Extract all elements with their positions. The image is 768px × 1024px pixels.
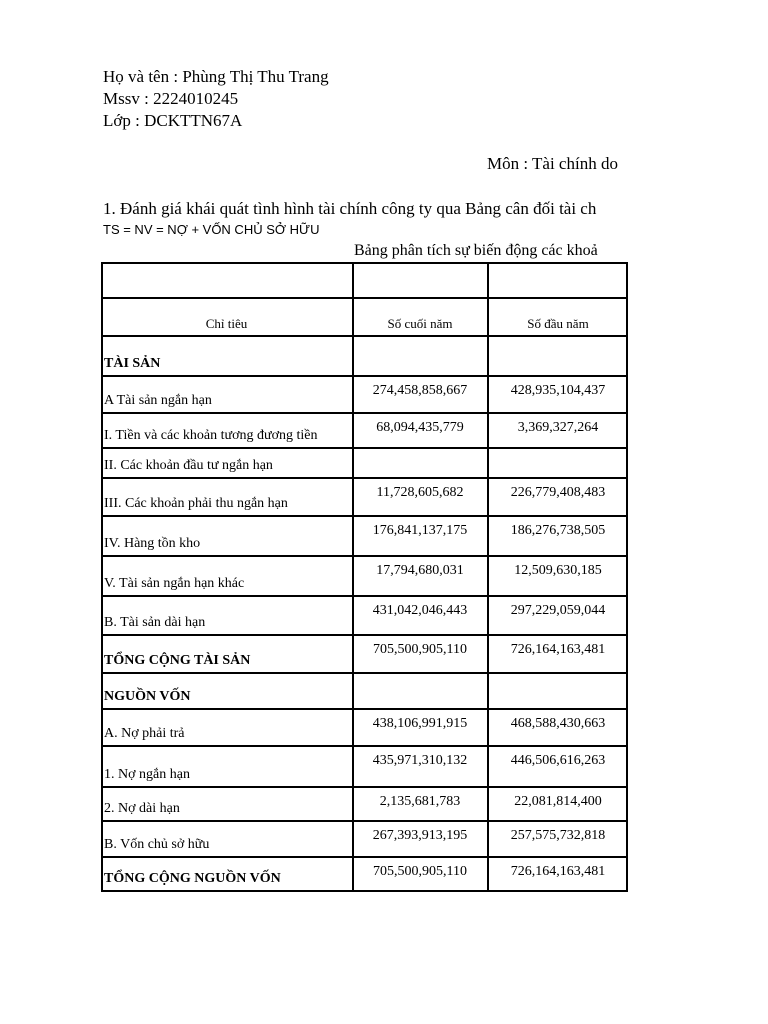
value-start-year-cell: [488, 335, 628, 375]
value-start-year: 428,935,104,437: [510, 383, 606, 398]
row-label-cell: [101, 786, 352, 820]
balance-formula: TS = NV = NỢ + VỐN CHỦ SỞ HỮU: [103, 222, 320, 237]
table-row: [101, 335, 628, 375]
table-row: [101, 708, 628, 745]
value-end-year-cell: [352, 672, 488, 708]
value-start-year: 726,164,163,481: [510, 642, 606, 657]
value-start-year: 226,779,408,483: [510, 485, 606, 500]
row-label: 2. Nợ dài hạn: [104, 801, 180, 816]
table-row: [101, 820, 628, 856]
value-end-year-cell: [352, 375, 488, 412]
table-column-divider: [487, 262, 489, 892]
row-label: B. Tài sản dài hạn: [104, 615, 206, 630]
value-end-year-cell: [352, 634, 488, 672]
row-label-cell: [101, 412, 352, 447]
value-start-year-cell: [488, 477, 628, 515]
value-end-year-cell: [352, 477, 488, 515]
table-row: [101, 515, 628, 555]
value-end-year-cell: [352, 745, 488, 786]
row-label: III. Các khoản phải thu ngắn hạn: [104, 496, 288, 511]
value-end-year: 2,135,681,783: [379, 794, 461, 809]
header-label-end-year: Số cuối năm: [387, 316, 453, 331]
value-start-year-cell: [488, 820, 628, 856]
row-label: TÀI SẢN: [104, 356, 161, 371]
value-start-year-cell: [488, 856, 628, 890]
table-row-divider: [101, 262, 628, 264]
row-label-cell: [101, 447, 352, 477]
value-start-year-cell: [488, 412, 628, 447]
row-label: II. Các khoản đầu tư ngắn hạn: [104, 458, 273, 473]
value-start-year-cell: [488, 447, 628, 477]
row-label-cell: [101, 477, 352, 515]
value-end-year: 705,500,905,110: [373, 642, 467, 657]
table-header-row: [101, 297, 628, 335]
value-start-year-cell: [488, 515, 628, 555]
table-title-text: Bảng phân tích sự biến động các khoả: [354, 242, 598, 259]
value-end-year: 431,042,046,443: [372, 603, 468, 618]
row-label: I. Tiền và các khoản tương đương tiền: [104, 428, 318, 443]
value-end-year: 17,794,680,031: [376, 563, 464, 578]
value-start-year-cell: [488, 786, 628, 820]
value-end-year: 435,971,310,132: [372, 753, 468, 768]
value-start-year-cell: [488, 708, 628, 745]
table-row: [101, 595, 628, 634]
row-label: TỔNG CỘNG TÀI SẢN: [104, 653, 251, 668]
value-start-year: 22,081,814,400: [514, 794, 602, 809]
value-end-year-cell: [352, 412, 488, 447]
value-start-year: 446,506,616,263: [510, 753, 606, 768]
table-row: [101, 634, 628, 672]
table-row-divider: [101, 890, 628, 892]
value-end-year-cell: [352, 555, 488, 595]
row-label-cell: [101, 820, 352, 856]
row-label-cell: [101, 856, 352, 890]
table-title: [354, 241, 628, 261]
value-end-year: 438,106,991,915: [372, 716, 468, 731]
subject-text: Môn : Tài chính do: [487, 154, 618, 173]
row-label: IV. Hàng tồn kho: [104, 536, 201, 551]
value-end-year: 11,728,605,682: [376, 485, 464, 500]
value-start-year-cell: [488, 595, 628, 634]
value-end-year: 274,458,858,667: [372, 383, 468, 398]
value-end-year: 176,841,137,175: [372, 523, 468, 538]
value-end-year-cell: [352, 856, 488, 890]
value-end-year-cell: [352, 447, 488, 477]
table-column-divider: [626, 262, 628, 892]
row-label-cell: [101, 555, 352, 595]
header-label-end-year-cell: [352, 297, 488, 335]
student-class: Lớp : DCKTTN67A: [103, 111, 243, 130]
table-column-divider: [101, 262, 103, 892]
balance-analysis-table: [101, 262, 628, 890]
value-start-year: 468,588,430,663: [510, 716, 606, 731]
header-label-chi-tieu-cell: [101, 297, 352, 335]
value-start-year: 3,369,327,264: [517, 420, 599, 435]
table-row: [101, 745, 628, 786]
value-start-year: 726,164,163,481: [510, 864, 606, 879]
value-end-year-cell: [352, 820, 488, 856]
value-end-year-cell: [352, 786, 488, 820]
table-row: [101, 555, 628, 595]
value-start-year: 297,229,059,044: [510, 603, 606, 618]
value-end-year: 68,094,435,779: [376, 420, 464, 435]
value-end-year-cell: [352, 708, 488, 745]
table-row: [101, 786, 628, 820]
row-label: 1. Nợ ngắn hạn: [104, 767, 190, 782]
section-title-text: 1. Đánh giá khái quát tình hình tài chính công ty qua Bảng cân đối tài ch: [103, 199, 597, 218]
row-label-cell: [101, 672, 352, 708]
value-start-year-cell: [488, 745, 628, 786]
header-label-start-year: Số đầu năm: [527, 316, 589, 331]
row-label-cell: [101, 375, 352, 412]
section-title: [103, 199, 628, 219]
header-label-start-year-cell: [488, 297, 628, 335]
value-end-year: 705,500,905,110: [373, 864, 467, 879]
table-row: [101, 447, 628, 477]
value-end-year-cell: [352, 335, 488, 375]
row-label-cell: [101, 634, 352, 672]
row-label: A Tài sản ngắn hạn: [104, 393, 212, 408]
student-id: Mssv : 2224010245: [103, 89, 239, 108]
subject-line: [487, 154, 628, 174]
row-label: NGUỒN VỐN: [104, 689, 191, 704]
row-label-cell: [101, 335, 352, 375]
table-column-divider: [352, 262, 354, 892]
table-row: [101, 672, 628, 708]
value-start-year-cell: [488, 375, 628, 412]
value-end-year-cell: [352, 515, 488, 555]
value-end-year: 267,393,913,195: [372, 828, 468, 843]
value-start-year-cell: [488, 634, 628, 672]
value-start-year: 186,276,738,505: [510, 523, 606, 538]
value-start-year: 12,509,630,185: [514, 563, 602, 578]
table-row: [101, 375, 628, 412]
row-label: V. Tài sản ngắn hạn khác: [104, 576, 245, 591]
row-label-cell: [101, 745, 352, 786]
table-row: [101, 477, 628, 515]
value-start-year-cell: [488, 672, 628, 708]
student-name: Họ và tên : Phùng Thị Thu Trang: [103, 67, 329, 86]
table-row: [101, 856, 628, 890]
row-label: A. Nợ phải trả: [104, 726, 185, 741]
row-label-cell: [101, 595, 352, 634]
row-label-cell: [101, 708, 352, 745]
table-row: [101, 412, 628, 447]
row-label: B. Vốn chủ sở hữu: [104, 837, 210, 852]
value-start-year-cell: [488, 555, 628, 595]
row-label-cell: [101, 515, 352, 555]
value-end-year-cell: [352, 595, 488, 634]
row-label: TỔNG CỘNG NGUỒN VỐN: [104, 871, 281, 886]
header-label-chi-tieu: Chỉ tiêu: [205, 316, 248, 331]
table-blank-row: [101, 262, 628, 297]
value-start-year: 257,575,732,818: [510, 828, 606, 843]
